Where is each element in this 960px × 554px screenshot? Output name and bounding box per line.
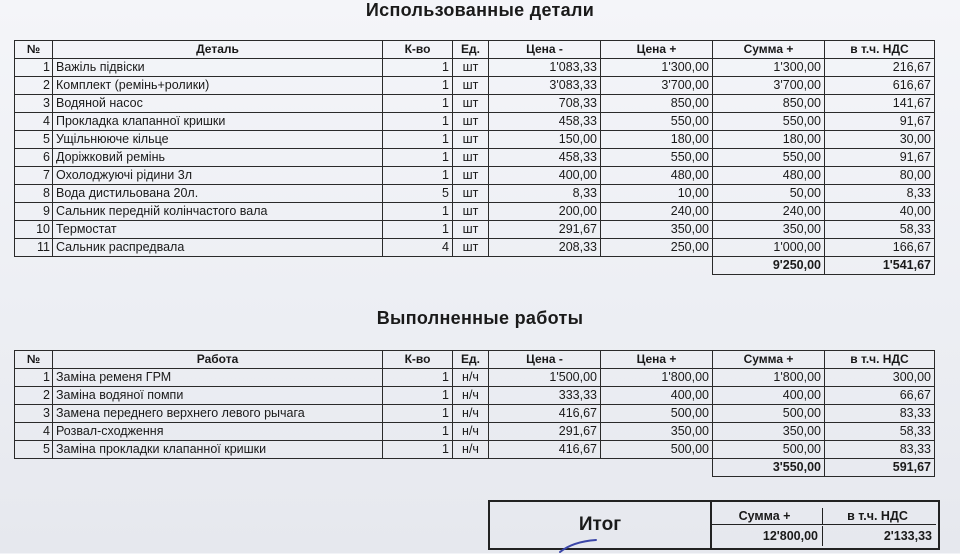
row-name: Заміна ременя ГРМ [53, 369, 383, 387]
col-header-unit: Ед. [453, 351, 489, 369]
row-number: 4 [15, 113, 53, 131]
row-vat: 83,33 [825, 405, 935, 423]
row-unit: шт [453, 59, 489, 77]
row-sum: 1'300,00 [713, 59, 825, 77]
row-name: Розвал-сходження [53, 423, 383, 441]
row-vat: 58,33 [825, 221, 935, 239]
parts-table-row [15, 95, 935, 113]
row-name: Вода дистильована 20л. [53, 185, 383, 203]
parts-table-row [15, 185, 935, 203]
parts-total-sum: 9'250,00 [713, 257, 825, 275]
parts-table-row [15, 239, 935, 257]
row-price-net: 1'083,33 [489, 59, 601, 77]
col-header-price-gross: Цена + [601, 41, 713, 59]
row-price-gross: 850,00 [601, 95, 713, 113]
row-qty: 1 [383, 77, 453, 95]
pen-stroke-mark [556, 538, 600, 554]
parts-table [14, 40, 935, 275]
row-price-gross: 3'700,00 [601, 77, 713, 95]
row-unit: н/ч [453, 369, 489, 387]
row-qty: 1 [383, 167, 453, 185]
works-total-sum: 3'550,00 [713, 459, 825, 477]
row-sum: 3'700,00 [713, 77, 825, 95]
row-sum: 550,00 [713, 113, 825, 131]
row-vat: 91,67 [825, 113, 935, 131]
row-number: 6 [15, 149, 53, 167]
row-price-net: 291,67 [489, 423, 601, 441]
row-price-gross: 550,00 [601, 113, 713, 131]
col-header-number: № [15, 351, 53, 369]
works-header-row [15, 351, 935, 369]
row-sum: 1'000,00 [713, 239, 825, 257]
row-price-net: 416,67 [489, 405, 601, 423]
row-number: 2 [15, 77, 53, 95]
row-qty: 1 [383, 387, 453, 405]
row-vat: 141,67 [825, 95, 935, 113]
col-header-price-net: Цена - [489, 351, 601, 369]
row-name: Прокладка клапанної кришки [53, 113, 383, 131]
row-price-net: 458,33 [489, 113, 601, 131]
parts-table-row [15, 203, 935, 221]
row-vat: 300,00 [825, 369, 935, 387]
row-unit: шт [453, 203, 489, 221]
grand-total-sum-header: Сумма + [710, 508, 822, 525]
row-price-gross: 1'800,00 [601, 369, 713, 387]
row-price-gross: 550,00 [601, 149, 713, 167]
row-sum: 180,00 [713, 131, 825, 149]
row-price-net: 400,00 [489, 167, 601, 185]
row-qty: 5 [383, 185, 453, 203]
parts-header-row [15, 41, 935, 59]
row-number: 3 [15, 95, 53, 113]
parts-total-vat: 1'541,67 [825, 257, 935, 275]
row-name: Доріжковий ремінь [53, 149, 383, 167]
row-qty: 1 [383, 423, 453, 441]
row-qty: 1 [383, 59, 453, 77]
row-sum: 350,00 [713, 423, 825, 441]
row-number: 1 [15, 59, 53, 77]
row-unit: шт [453, 167, 489, 185]
row-sum: 500,00 [713, 441, 825, 459]
row-number: 5 [15, 441, 53, 459]
row-name: Сальник распредвала [53, 239, 383, 257]
row-price-gross: 350,00 [601, 221, 713, 239]
works-table-row [15, 405, 935, 423]
row-price-gross: 500,00 [601, 441, 713, 459]
row-price-net: 150,00 [489, 131, 601, 149]
row-price-net: 1'500,00 [489, 369, 601, 387]
grand-total-label: Итог [490, 502, 712, 548]
row-unit: шт [453, 113, 489, 131]
col-header-part: Деталь [53, 41, 383, 59]
row-sum: 850,00 [713, 95, 825, 113]
row-vat: 616,67 [825, 77, 935, 95]
row-sum: 550,00 [713, 149, 825, 167]
row-qty: 1 [383, 203, 453, 221]
row-price-gross: 250,00 [601, 239, 713, 257]
row-number: 1 [15, 369, 53, 387]
row-sum: 400,00 [713, 387, 825, 405]
works-section-title: Выполненные работы [376, 308, 584, 328]
works-table [14, 350, 935, 477]
col-header-price-gross: Цена + [601, 351, 713, 369]
row-vat: 166,67 [825, 239, 935, 257]
row-name: Важіль підвіски [53, 59, 383, 77]
row-price-net: 8,33 [489, 185, 601, 203]
row-name: Водяной насос [53, 95, 383, 113]
parts-table-row [15, 167, 935, 185]
row-vat: 91,67 [825, 149, 935, 167]
grand-total-vat: 2'133,33 [822, 526, 936, 546]
row-sum: 240,00 [713, 203, 825, 221]
col-header-sum: Сумма + [713, 41, 825, 59]
row-qty: 1 [383, 131, 453, 149]
row-price-gross: 400,00 [601, 387, 713, 405]
works-table-row [15, 369, 935, 387]
col-header-vat: в т.ч. НДС [825, 351, 935, 369]
row-price-gross: 10,00 [601, 185, 713, 203]
works-table-row [15, 423, 935, 441]
row-name: Сальник передній колінчастого вала [53, 203, 383, 221]
row-price-gross: 350,00 [601, 423, 713, 441]
row-unit: н/ч [453, 405, 489, 423]
row-number: 7 [15, 167, 53, 185]
row-vat: 80,00 [825, 167, 935, 185]
row-price-net: 291,67 [489, 221, 601, 239]
row-name: Заміна прокладки клапанної кришки [53, 441, 383, 459]
row-qty: 4 [383, 239, 453, 257]
row-unit: шт [453, 131, 489, 149]
row-unit: н/ч [453, 441, 489, 459]
row-name: Замена переднего верхнего левого рычага [53, 405, 383, 423]
row-sum: 500,00 [713, 405, 825, 423]
row-number: 9 [15, 203, 53, 221]
row-price-net: 708,33 [489, 95, 601, 113]
row-number: 4 [15, 423, 53, 441]
row-unit: шт [453, 77, 489, 95]
row-qty: 1 [383, 441, 453, 459]
row-number: 11 [15, 239, 53, 257]
works-total-vat: 591,67 [825, 459, 935, 477]
col-header-number: № [15, 41, 53, 59]
works-total-row [15, 459, 935, 477]
row-price-net: 333,33 [489, 387, 601, 405]
row-price-net: 458,33 [489, 149, 601, 167]
parts-table-row [15, 131, 935, 149]
col-header-price-net: Цена - [489, 41, 601, 59]
row-number: 3 [15, 405, 53, 423]
row-qty: 1 [383, 113, 453, 131]
row-unit: н/ч [453, 423, 489, 441]
row-unit: шт [453, 95, 489, 113]
parts-table-row [15, 59, 935, 77]
row-vat: 216,67 [825, 59, 935, 77]
grand-total-sum: 12'800,00 [710, 526, 822, 546]
row-unit: шт [453, 239, 489, 257]
row-name: Комплект (ремінь+ролики) [53, 77, 383, 95]
row-name: Заміна водяної помпи [53, 387, 383, 405]
row-sum: 480,00 [713, 167, 825, 185]
row-price-gross: 180,00 [601, 131, 713, 149]
row-unit: шт [453, 149, 489, 167]
parts-total-row [15, 257, 935, 275]
row-sum: 50,00 [713, 185, 825, 203]
col-header-sum: Сумма + [713, 351, 825, 369]
parts-table-row [15, 113, 935, 131]
row-price-gross: 480,00 [601, 167, 713, 185]
parts-table-row [15, 77, 935, 95]
works-table-row [15, 441, 935, 459]
row-number: 8 [15, 185, 53, 203]
parts-table-row [15, 149, 935, 167]
row-price-net: 200,00 [489, 203, 601, 221]
row-sum: 350,00 [713, 221, 825, 239]
row-unit: шт [453, 185, 489, 203]
row-name: Охолоджуючі рідини 3л [53, 167, 383, 185]
row-price-net: 208,33 [489, 239, 601, 257]
row-number: 5 [15, 131, 53, 149]
col-header-work: Работа [53, 351, 383, 369]
row-name: Термостат [53, 221, 383, 239]
col-header-qty: К-во [383, 351, 453, 369]
row-vat: 58,33 [825, 423, 935, 441]
parts-section-title: Использованные детали [365, 0, 595, 20]
row-vat: 40,00 [825, 203, 935, 221]
row-price-gross: 240,00 [601, 203, 713, 221]
col-header-vat: в т.ч. НДС [825, 41, 935, 59]
col-header-unit: Ед. [453, 41, 489, 59]
row-unit: шт [453, 221, 489, 239]
row-price-net: 416,67 [489, 441, 601, 459]
row-name: Ущільнюючe кільце [53, 131, 383, 149]
row-price-gross: 1'300,00 [601, 59, 713, 77]
row-unit: н/ч [453, 387, 489, 405]
row-vat: 30,00 [825, 131, 935, 149]
row-qty: 1 [383, 221, 453, 239]
row-qty: 1 [383, 369, 453, 387]
row-vat: 8,33 [825, 185, 935, 203]
row-qty: 1 [383, 405, 453, 423]
parts-table-row [15, 221, 935, 239]
row-vat: 83,33 [825, 441, 935, 459]
grand-total-vat-header: в т.ч. НДС [822, 508, 936, 525]
row-qty: 1 [383, 95, 453, 113]
row-qty: 1 [383, 149, 453, 167]
row-number: 10 [15, 221, 53, 239]
row-price-gross: 500,00 [601, 405, 713, 423]
works-table-row [15, 387, 935, 405]
row-price-net: 3'083,33 [489, 77, 601, 95]
col-header-qty: К-во [383, 41, 453, 59]
row-vat: 66,67 [825, 387, 935, 405]
row-number: 2 [15, 387, 53, 405]
row-sum: 1'800,00 [713, 369, 825, 387]
